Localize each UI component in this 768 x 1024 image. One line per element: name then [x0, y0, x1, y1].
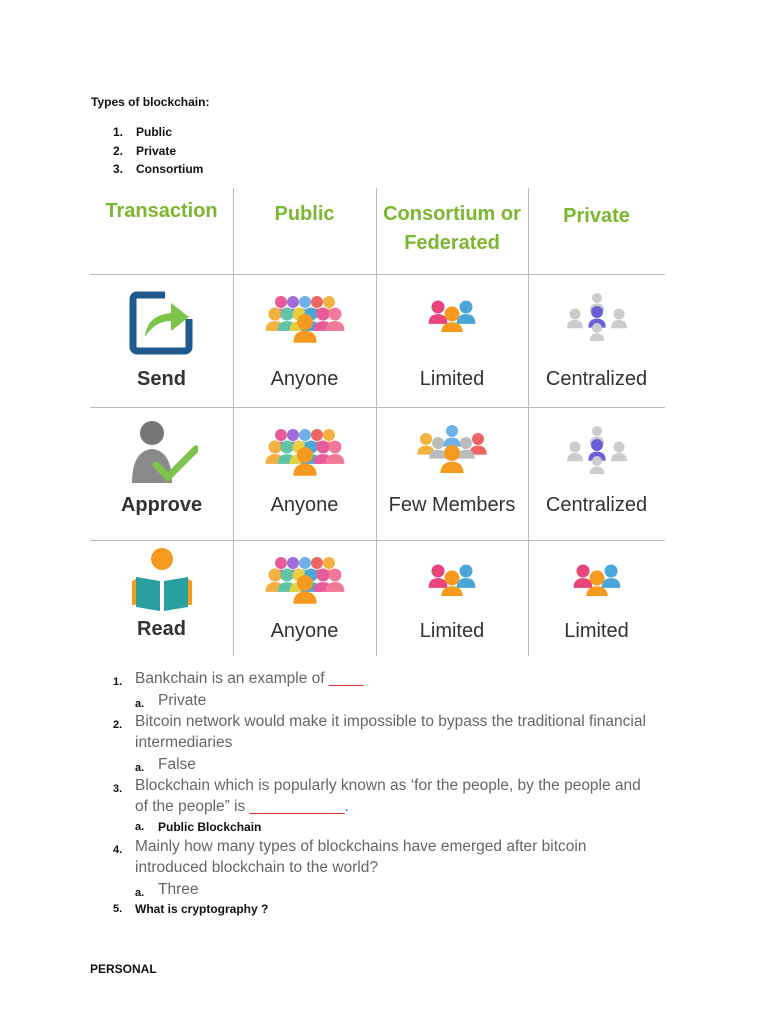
access-label: Limited: [419, 368, 485, 390]
access-cell: [528, 274, 665, 407]
type-label: Public: [136, 125, 173, 139]
answer-text: Public Blockchain: [158, 819, 262, 834]
action-cell: [90, 407, 233, 540]
blockchain-table: [90, 188, 665, 656]
quiz-question: [113, 668, 653, 690]
action-label: Approve: [120, 494, 203, 516]
answer-blank: ___________: [249, 798, 345, 815]
small-group-icon: [569, 558, 625, 596]
small-group-icon: [424, 558, 480, 596]
answer-text: Three: [158, 880, 199, 898]
types-list: [113, 123, 203, 179]
access-cell: [376, 274, 528, 407]
footer-label: PERSONAL: [90, 962, 157, 976]
question-text: Blockchain which is popularly known as ‘for the people, by the people and of the people” is: [135, 776, 641, 815]
type-number: 2.: [113, 143, 124, 158]
table-header: [376, 200, 528, 258]
type-label: Private: [136, 143, 177, 158]
quiz-answer: [113, 690, 653, 711]
answer-text: False: [158, 755, 196, 773]
answer-letter: a.: [135, 820, 145, 833]
table-header-line: Consortium or: [383, 203, 521, 225]
question-text: What is cryptography ?: [135, 901, 269, 916]
question-number: 4.: [113, 843, 123, 856]
send-share-icon: [129, 289, 195, 357]
access-label: Anyone: [270, 368, 339, 390]
large-crowd-icon: [265, 425, 345, 483]
access-label: Anyone: [270, 620, 339, 642]
access-label: Centralized: [545, 494, 648, 516]
question-text-end: .: [344, 798, 349, 815]
access-label: Centralized: [545, 368, 648, 390]
type-number: 1.: [113, 125, 124, 139]
type-number: 3.: [113, 162, 124, 176]
table-header: [233, 200, 376, 229]
quiz-answer: [113, 754, 653, 775]
question-number: 1.: [113, 676, 123, 688]
action-cell: [90, 274, 233, 407]
action-label: Read: [137, 618, 186, 640]
access-label: Anyone: [270, 494, 339, 516]
question-number: 2.: [113, 718, 123, 731]
few-members-icon: [412, 423, 492, 473]
access-cell: [233, 407, 376, 540]
answer-letter: a.: [135, 886, 145, 899]
type-item: [113, 123, 203, 142]
centralized-icon: [563, 425, 631, 485]
access-cell: [528, 407, 665, 540]
table-header: [528, 202, 665, 231]
large-crowd-icon: [265, 553, 345, 611]
access-cell: [528, 540, 665, 656]
access-label: Few Members: [388, 494, 516, 516]
quiz-question: [113, 775, 653, 818]
answer-letter: a.: [135, 697, 145, 710]
quiz-question: [113, 900, 653, 918]
answer-text: Private: [158, 691, 207, 709]
action-cell: [90, 540, 233, 656]
centralized-icon: [563, 292, 631, 352]
answer-letter: a.: [135, 761, 145, 774]
large-crowd-icon: [265, 292, 345, 350]
type-label: Consortium: [136, 162, 204, 176]
table-header-line: Transaction: [105, 200, 218, 222]
question-text: Mainly how many types of blockchains have emerged after bitcoin introduced blockchain to the world?: [135, 837, 587, 876]
type-item: [113, 160, 203, 179]
table-header-line: Private: [563, 205, 630, 227]
access-cell: [233, 540, 376, 656]
question-number: 3.: [113, 782, 123, 795]
quiz-answer: [113, 818, 653, 836]
table-header-line: Federated: [404, 232, 500, 254]
action-label: Send: [137, 368, 186, 390]
question-text: Bitcoin network would make it impossible to bypass the traditional financial intermediaries: [135, 712, 646, 751]
access-cell: [233, 274, 376, 407]
heading: Types of blockchain:: [91, 95, 210, 109]
access-label: Limited: [564, 620, 629, 642]
access-label: Limited: [419, 620, 485, 642]
answer-blank: ____: [328, 670, 364, 687]
quiz-answer: [113, 879, 653, 900]
approve-person-icon: [126, 419, 198, 485]
table-header: [90, 197, 233, 226]
small-group-icon: [424, 294, 480, 332]
quiz-question: [113, 711, 653, 754]
reader-icon: [130, 547, 194, 613]
question-number: 5.: [113, 902, 123, 915]
table-header-line: Public: [274, 203, 335, 225]
quiz-list: [113, 668, 653, 918]
access-cell: [376, 407, 528, 540]
quiz-question: [113, 836, 653, 879]
access-cell: [376, 540, 528, 656]
type-item: [113, 142, 203, 161]
question-text: Bankchain is an example of: [135, 670, 329, 687]
